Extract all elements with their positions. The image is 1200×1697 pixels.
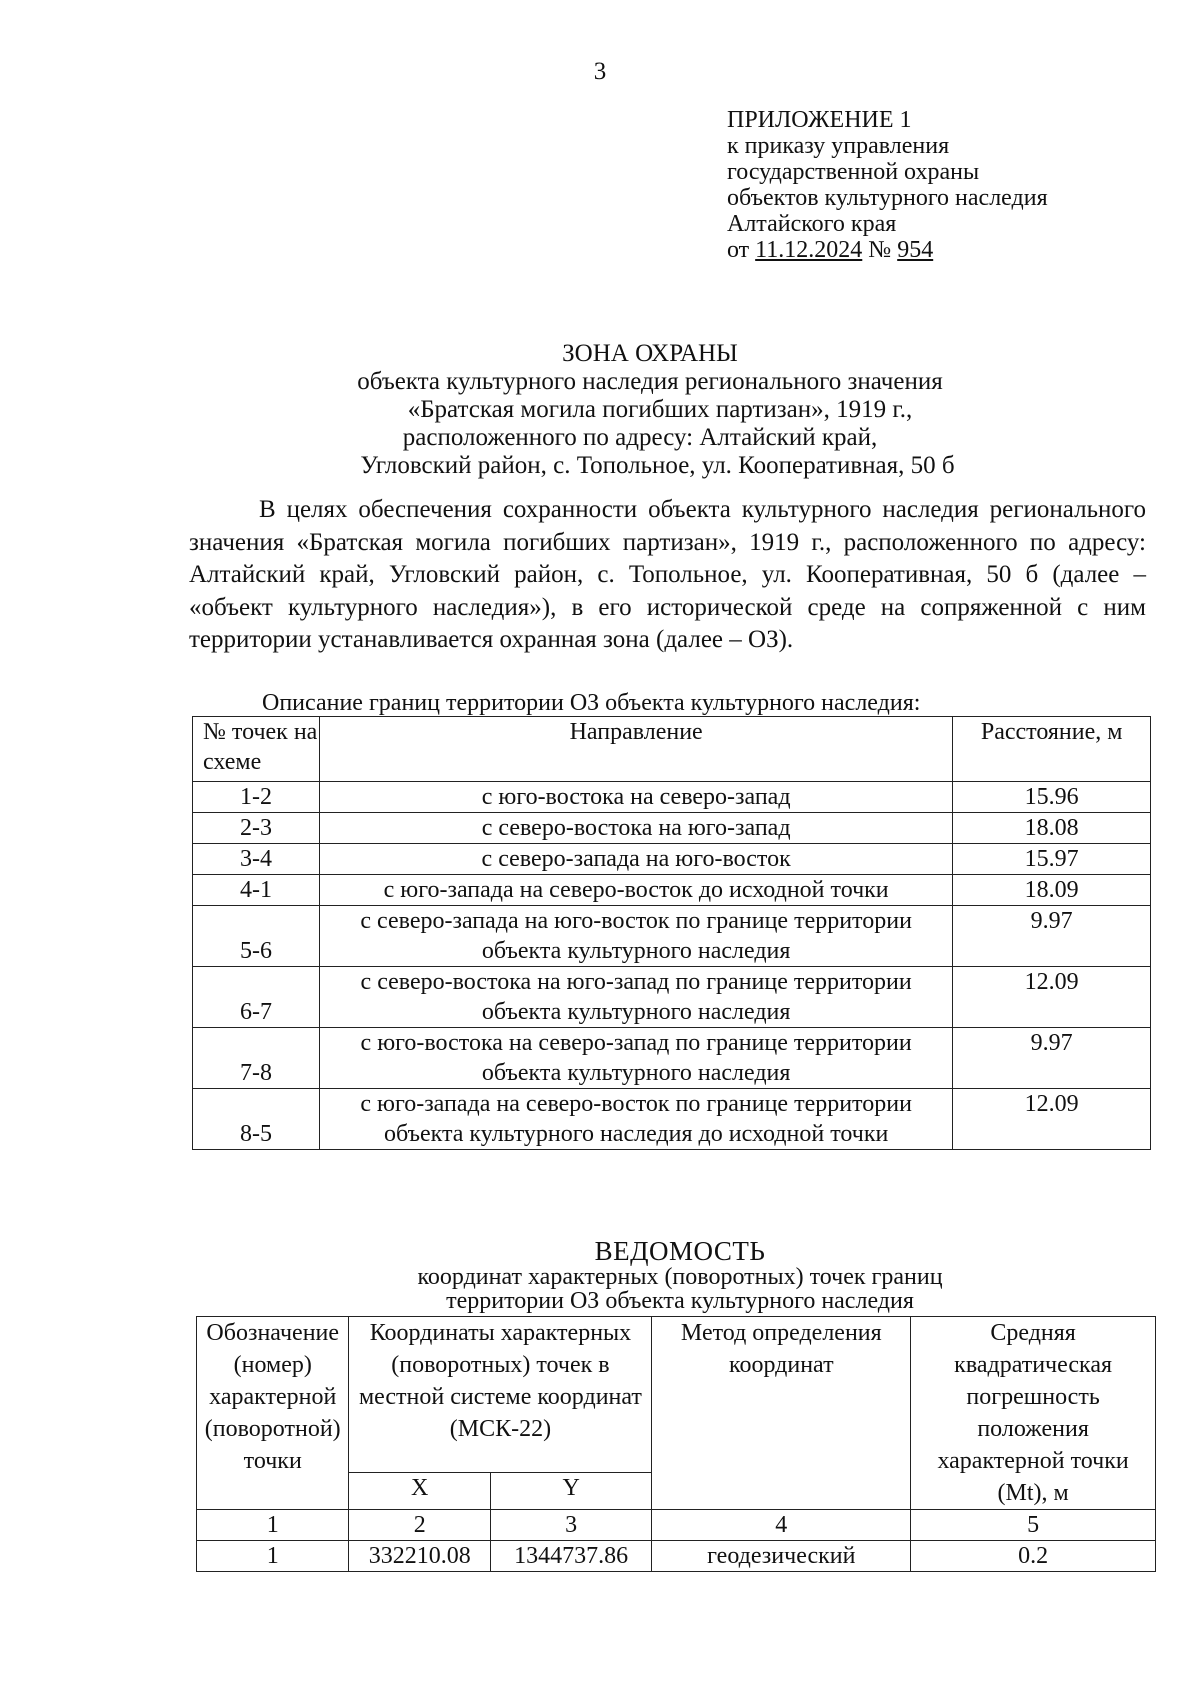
appendix-line: государственной охраны (727, 159, 980, 185)
table-row (193, 875, 1151, 906)
column-number: 3 (490, 1510, 652, 1541)
vedomost-title-block (330, 1237, 1030, 1313)
cell-distance: 12.09 (953, 1089, 1151, 1150)
coordinates-table (196, 1316, 1156, 1572)
table-row (197, 1541, 1156, 1572)
cell-direction: с юго-востока на северо-запад (319, 782, 952, 813)
column-number: 4 (652, 1510, 911, 1541)
appendix-line: объектов культурного наследия (727, 185, 1048, 211)
cell-distance: 9.97 (953, 1028, 1151, 1089)
cell-method: геодезический (652, 1541, 911, 1572)
column-number: 2 (349, 1510, 490, 1541)
header-error: Средняя квадратическая погрешность положения характерной точки (Mt), м (911, 1317, 1156, 1510)
cell-points: 1-2 (193, 782, 320, 813)
zone-title-line: «Братская могила погибших партизан», 1919 г., (407, 396, 913, 423)
cell-points: 3-4 (193, 844, 320, 875)
zone-title-line: объекта культурного наследия регионального значения (357, 368, 943, 395)
column-number: 1 (197, 1510, 349, 1541)
column-number: 5 (911, 1510, 1156, 1541)
header-direction: Направление (319, 717, 952, 782)
order-number: 954 (897, 237, 934, 263)
appendix-date-line (727, 237, 1048, 263)
table-row (193, 1089, 1151, 1150)
zone-title-line: Угловский район, с. Топольное, ул. Кооперативная, 50 б (360, 452, 955, 479)
table-row (193, 782, 1151, 813)
cell-direction: с северо-запада на юго-восток (319, 844, 952, 875)
header-method: Метод определения координат (652, 1317, 911, 1510)
zone-title-line: расположенного по адресу: Алтайский край, (402, 424, 878, 451)
vedomost-subtitle-line: координат характерных (поворотных) точек границ (417, 1264, 943, 1290)
cell-direction: с юго-запада на северо-восток до исходной точки (319, 875, 952, 906)
cell-x: 332210.08 (349, 1541, 490, 1572)
order-date: 11.12.2024 (755, 237, 863, 263)
cell-y: 1344737.86 (490, 1541, 652, 1572)
header-y: Y (490, 1472, 652, 1509)
cell-error: 0.2 (911, 1541, 1156, 1572)
table-row (193, 906, 1151, 967)
column-number-row (197, 1510, 1156, 1541)
cell-points: 2-3 (193, 813, 320, 844)
appendix-line: к приказу управления (727, 133, 950, 159)
cell-designation: 1 (197, 1541, 349, 1572)
cell-points: 6-7 (193, 967, 320, 1028)
cell-distance: 15.96 (953, 782, 1151, 813)
cell-direction: с северо-востока на юго-запад (319, 813, 952, 844)
number-prefix: № (868, 237, 892, 263)
table-header-row (197, 1317, 1156, 1473)
cell-distance: 12.09 (953, 967, 1151, 1028)
zone-title (300, 340, 1000, 480)
zone-heading: ЗОНА ОХРАНЫ (562, 340, 738, 367)
date-prefix: от (727, 237, 750, 263)
intro-paragraph: В целях обеспечения сохранности объекта культурного наследия регионального значения «Братская могила погибших партизан», 1919 г., расположенного по адресу: Алтайский край, Угловский район, с. Топольное, ул. Кооперативная, 50 б (далее – «объект культурного наследия»), в его исторической среде на сопряженной с ним территории устанавливается охранная зона (далее – ОЗ). (189, 496, 1146, 653)
header-distance: Расстояние, м (953, 717, 1151, 782)
header-coordinates: Координаты характерных (поворотных) точек в местной системе координат (МСК-22) (349, 1317, 652, 1473)
cell-points: 4-1 (193, 875, 320, 906)
vedomost-subtitle-line: территории ОЗ объекта культурного наследия (446, 1288, 914, 1314)
table-row (193, 1028, 1151, 1089)
boundaries-table (192, 716, 1151, 1150)
header-points: № точек на схеме (193, 717, 320, 782)
cell-distance: 15.97 (953, 844, 1151, 875)
cell-direction: с северо-запада на юго-восток по границе территории объекта культурного наследия (319, 906, 952, 967)
vedomost-title: ВЕДОМОСТЬ (594, 1236, 766, 1266)
table-row (193, 813, 1151, 844)
appendix-line: Алтайского края (727, 211, 897, 237)
cell-direction: с северо-востока на юго-запад по границе территории объекта культурного наследия (319, 967, 952, 1028)
cell-points: 5-6 (193, 906, 320, 967)
page-number: 3 (593, 58, 607, 85)
table-row (193, 844, 1151, 875)
table-header-row (193, 717, 1151, 782)
cell-points: 8-5 (193, 1089, 320, 1150)
boundaries-caption: Описание границ территории ОЗ объекта культурного наследия: (262, 690, 921, 716)
table-row (193, 967, 1151, 1028)
cell-points: 7-8 (193, 1028, 320, 1089)
cell-distance: 18.09 (953, 875, 1151, 906)
cell-distance: 9.97 (953, 906, 1151, 967)
header-x: X (349, 1472, 490, 1509)
appendix-header (727, 107, 1048, 263)
appendix-title: ПРИЛОЖЕНИЕ 1 (727, 107, 912, 133)
cell-direction: с юго-востока на северо-запад по границе территории объекта культурного наследия (319, 1028, 952, 1089)
cell-direction: с юго-запада на северо-восток по границе территории объекта культурного наследия до исходной точки (319, 1089, 952, 1150)
header-designation: Обозначение (номер) характерной (поворотной) точки (197, 1317, 349, 1510)
cell-distance: 18.08 (953, 813, 1151, 844)
